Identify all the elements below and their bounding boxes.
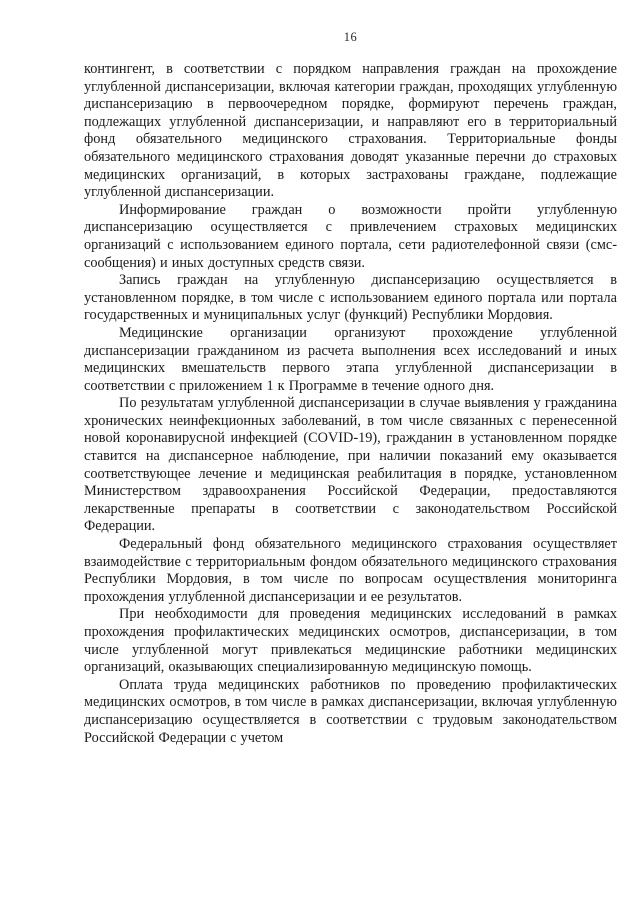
paragraph-specialist-involvement: При необходимости для проведения медицинских исследований в рамках прохождения профилактических медицинских осмотров, диспансеризации, в том числе углубленной могут привлекаться медицинские работники медицинских организаций, оказывающих специализированную медицинскую помощь.	[84, 606, 617, 676]
document-text-block	[84, 61, 617, 747]
paragraph-screening-results: По результатам углубленной диспансеризации в случае выявления у гражданина хронических неинфекционных заболеваний, в том числе связанных с перенесенной новой коронавирусной инфекцией (COVID-19), гражданин в установленном порядке ставится на диспансерное наблюдение, при наличии показаний ему оказывается соответствующее лечение и медицинская реабилитация в порядке, установленном Министерством здравоохранения Российской Федерации, предоставляются лекарственные препараты в соответствии с законодательством Российской Федерации.	[84, 395, 617, 535]
paragraph-medical-organizations: Медицинские организации организуют прохождение углубленной диспансеризации гражданином из расчета выполнения всех исследований и иных медицинских вмешательств первого этапа углубленной диспансеризации в соответствии с приложением 1 к Программе в течение одного дня.	[84, 324, 617, 394]
paragraph-federal-fund: Федеральный фонд обязательного медицинского страхования осуществляет взаимодействие с территориальным фондом обязательного медицинского страхования Республики Мордовия, в том числе по вопросам осуществления мониторинга прохождения углубленной диспансеризации и ее результатов.	[84, 536, 617, 605]
paragraph-labor-payment: Оплата труда медицинских работников по проведению профилактических медицинских осмотров, в том числе в рамках диспансеризации, включая углубленную диспансеризацию осуществляется в соответствии с трудовым законодательством Российской Федерации с учетом	[84, 676, 617, 746]
paragraph-appointment-booking: Запись граждан на углубленную диспансеризацию осуществляется в установленном порядке, в том числе с использованием единого портала или портала государственных и муниципальных услуг (функций) Республики Мордовия.	[84, 272, 617, 324]
paragraph-informing-citizens: Информирование граждан о возможности пройти углубленную диспансеризацию осуществляется с привлечением страховых медицинских организаций с использованием единого портала, сети радиотелефонной связи (смс-сообщения) и иных доступных средств связи.	[84, 201, 617, 271]
page-number: 16	[343, 30, 358, 44]
paragraph-continuation: контингент, в соответствии с порядком направления граждан на прохождение углубленной диспансеризации, включая категории граждан, проходящих углубленную диспансеризацию в первоочередном порядке, формируют перечень граждан, подлежащих углубленной диспансеризации, и направляют его в территориальный фонд обязательного медицинского страхования. Территориальные фонды обязательного медицинского страхования доводят указанные перечни до страховых медицинских организаций, в которых застрахованы граждане, подлежащие углубленной диспансеризации.	[84, 61, 617, 201]
